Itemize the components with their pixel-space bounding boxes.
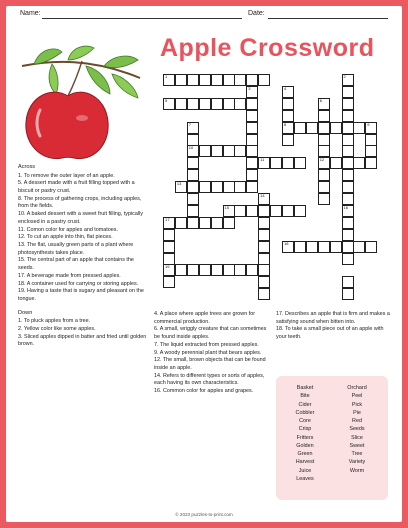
grid-cell[interactable] <box>175 264 187 276</box>
grid-cell[interactable] <box>342 98 354 110</box>
clue-text: 12. The small, brown objects that can be found inside an apple. <box>154 357 266 371</box>
grid-cell[interactable] <box>258 157 270 169</box>
grid-cell[interactable] <box>342 134 354 146</box>
clue-text: 1. To remove the outer layer of an apple. <box>18 172 115 179</box>
grid-cell[interactable] <box>365 145 377 157</box>
grid-cell[interactable] <box>294 157 306 169</box>
grid-cell[interactable] <box>353 122 365 134</box>
word-bank-item: Sweet <box>349 442 365 449</box>
clue-text: 15. The central part of an apple that contains the seeds. <box>18 257 134 272</box>
grid-cell[interactable] <box>234 205 246 217</box>
grid-cell[interactable] <box>330 241 342 253</box>
clue-number: 15 <box>224 204 229 210</box>
across-heading: Across <box>18 164 36 170</box>
grid-cell[interactable] <box>318 122 330 134</box>
clue-text: 18. To take a small piece out of an apple with your teeth. <box>276 326 384 340</box>
grid-cell[interactable] <box>318 193 330 205</box>
grid-cell[interactable] <box>199 264 211 276</box>
clue-number: 3 <box>248 85 251 91</box>
clue-number: 18 <box>284 240 289 246</box>
grid-cell[interactable] <box>258 217 270 229</box>
clue-text: 9. A woody perennial plant that bears apples. <box>154 349 262 356</box>
clue-number: 8 <box>284 121 287 127</box>
clue-text: 11. Comon color for apples and tomatoes. <box>18 226 118 233</box>
grid-cell[interactable] <box>163 98 175 110</box>
grid-cell[interactable] <box>246 98 258 110</box>
grid-cell[interactable] <box>246 122 258 134</box>
grid-cell[interactable] <box>163 217 175 229</box>
grid-cell[interactable] <box>294 122 306 134</box>
word-bank-column-2 <box>332 384 382 475</box>
grid-cell[interactable] <box>187 169 199 181</box>
down-clues-column-3 <box>276 311 392 342</box>
grid-cell[interactable] <box>342 241 354 253</box>
grid-cell[interactable] <box>246 169 258 181</box>
clue-number: 11 <box>260 157 265 163</box>
clue-number: 4 <box>284 85 287 91</box>
grid-cell[interactable] <box>223 98 235 110</box>
grid-cell[interactable] <box>365 122 377 134</box>
grid-cell[interactable] <box>342 193 354 205</box>
grid-cell[interactable] <box>234 98 246 110</box>
grid-cell[interactable] <box>270 205 282 217</box>
clue-text: 13. The flat, usually green parts of a plant where photosynthesis takes place. <box>18 242 134 256</box>
word-bank-item: Bite <box>300 393 310 400</box>
grid-cell[interactable] <box>258 264 270 276</box>
grid-cell[interactable] <box>342 157 354 169</box>
word-bank-item: Worm <box>349 467 365 474</box>
grid-cell[interactable] <box>294 241 306 253</box>
grid-cell[interactable] <box>163 241 175 253</box>
clue-text: 16. Common color for apples and grapes. <box>154 388 254 395</box>
clue-text: 1. To pluck apples from a tree. <box>18 318 91 325</box>
grid-cell[interactable] <box>223 74 235 86</box>
clue-number: 13 <box>176 181 182 187</box>
clue-text: 12. To cut an apple into thin, flat pieces. <box>18 234 113 241</box>
grid-cell[interactable] <box>342 181 354 193</box>
grid-cell[interactable] <box>211 217 223 229</box>
grid-cell[interactable] <box>330 157 342 169</box>
word-bank-item: Variety <box>348 459 366 466</box>
name-field[interactable] <box>42 18 242 19</box>
grid-cell[interactable] <box>163 229 175 241</box>
word-bank-item: Orchard <box>347 385 367 391</box>
clue-text: 4. A place where apple trees are grown for commercial production. <box>154 311 255 325</box>
clue-number: 12 <box>319 157 325 163</box>
word-bank <box>276 376 388 500</box>
grid-cell[interactable] <box>163 276 175 288</box>
grid-cell[interactable] <box>211 98 223 110</box>
word-bank-item: Fritters <box>296 434 314 441</box>
word-bank-item: Juice <box>298 467 312 474</box>
grid-cell[interactable] <box>318 110 330 122</box>
grid-cell[interactable] <box>223 145 235 157</box>
clue-number: 7 <box>188 121 192 127</box>
grid-cell[interactable] <box>306 241 318 253</box>
grid-cell[interactable] <box>258 276 270 288</box>
grid-cell[interactable] <box>365 157 377 169</box>
grid-cell[interactable] <box>246 74 258 86</box>
grid-cell[interactable] <box>199 181 211 193</box>
grid-cell[interactable] <box>282 86 294 98</box>
date-label: Date: <box>248 10 265 17</box>
clue-text: 3. Sliced apples dipped in batter and fried until golden brown. <box>18 333 147 348</box>
grid-cell[interactable] <box>246 264 258 276</box>
down-clues-column-2 <box>154 311 268 396</box>
word-bank-item: Tree <box>351 451 363 457</box>
word-bank-item: Slice <box>351 434 363 441</box>
grid-cell[interactable] <box>246 157 258 169</box>
grid-cell[interactable] <box>175 74 187 86</box>
word-bank-item: Leaves <box>296 475 314 482</box>
word-bank-item: Red <box>352 418 362 424</box>
grid-cell[interactable] <box>365 241 377 253</box>
grid-cell[interactable] <box>187 264 199 276</box>
clue-text: 18. A container used for carrying or storing apples. <box>18 280 139 287</box>
grid-cell[interactable] <box>342 110 354 122</box>
clue-text: 6. A small, wriggly creature that can sometimes be found inside apples. <box>154 326 267 340</box>
clue-number: 17 <box>165 216 170 222</box>
grid-cell[interactable] <box>187 157 199 169</box>
grid-cell[interactable] <box>258 205 270 217</box>
grid-cell[interactable] <box>270 157 282 169</box>
page-title: Apple Crossword <box>160 34 375 62</box>
grid-cell[interactable] <box>187 122 199 134</box>
clue-number: 16 <box>343 204 348 210</box>
grid-cell[interactable] <box>187 134 199 146</box>
grid-cell[interactable] <box>342 169 354 181</box>
grid-cell[interactable] <box>234 264 246 276</box>
grid-cell[interactable] <box>211 74 223 86</box>
grid-cell[interactable] <box>258 193 270 205</box>
word-bank-item: Green <box>297 451 313 457</box>
apple-branch-illustration <box>12 44 152 166</box>
grid-cell[interactable] <box>282 98 294 110</box>
grid-cell[interactable] <box>187 98 199 110</box>
clue-text: 8. The process of gathering crops, including apples, from the fields. <box>18 195 142 210</box>
grid-cell[interactable] <box>258 253 270 265</box>
grid-cell[interactable] <box>318 145 330 157</box>
grid-cell[interactable] <box>187 74 199 86</box>
grid-cell[interactable] <box>282 110 294 122</box>
clue-text: 5. A dessert made with a fruit filling topped with a biscuit or pastry crust. <box>18 180 135 194</box>
grid-cell[interactable] <box>258 229 270 241</box>
grid-cell[interactable] <box>342 253 354 265</box>
grid-cell[interactable] <box>199 217 211 229</box>
grid-cell[interactable] <box>342 122 354 134</box>
grid-cell[interactable] <box>282 122 294 134</box>
grid-cell[interactable] <box>163 253 175 265</box>
grid-cell[interactable] <box>223 217 235 229</box>
grid-cell[interactable] <box>306 122 318 134</box>
grid-cell[interactable] <box>342 205 354 217</box>
grid-cell[interactable] <box>246 145 258 157</box>
grid-cell[interactable] <box>246 110 258 122</box>
grid-cell[interactable] <box>342 145 354 157</box>
grid-cell[interactable] <box>187 193 199 205</box>
clue-number: 10 <box>188 145 194 151</box>
name-label: Name: <box>20 10 41 17</box>
clue-text: 7. The liquid extracted from pressed apples. <box>154 341 259 348</box>
grid-cell[interactable] <box>163 264 175 276</box>
grid-cell[interactable] <box>223 181 235 193</box>
word-bank-item: Core <box>299 418 311 424</box>
grid-cell[interactable] <box>342 229 354 241</box>
grid-cell[interactable] <box>246 205 258 217</box>
grid-cell[interactable] <box>175 181 187 193</box>
down-heading: Down <box>18 309 33 316</box>
grid-cell[interactable] <box>234 74 246 86</box>
name-date-row <box>20 10 390 24</box>
word-bank-item: Pick <box>351 401 363 408</box>
grid-cell[interactable] <box>330 122 342 134</box>
word-bank-item: Golden <box>296 442 314 449</box>
clue-number: 2 <box>343 74 346 79</box>
clue-text: 10. A baked dessert with a sweet fruit filling, typically enclosed in a pastry crust. <box>18 211 143 225</box>
grid-cell[interactable] <box>318 157 330 169</box>
clue-text: 2. Yellow color like some apples. <box>18 325 96 332</box>
grid-cell[interactable] <box>282 205 294 217</box>
clue-number: 5 <box>165 97 168 103</box>
clue-text: 17. A beverage made from pressed apples. <box>18 272 121 279</box>
word-bank-item: Cider <box>298 401 312 408</box>
grid-cell[interactable] <box>282 157 294 169</box>
clue-number: 6 <box>319 97 322 103</box>
grid-cell[interactable] <box>294 205 306 217</box>
copyright-footer: © 2023 puzzles-to-print.com <box>175 512 233 517</box>
grid-cell[interactable] <box>318 134 330 146</box>
grid-cell[interactable] <box>187 205 199 217</box>
grid-cell[interactable] <box>318 241 330 253</box>
grid-cell[interactable] <box>246 181 258 193</box>
grid-cell[interactable] <box>187 217 199 229</box>
grid-cell[interactable] <box>342 86 354 98</box>
word-bank-item: Pie <box>353 409 361 416</box>
grid-cell[interactable] <box>342 217 354 229</box>
clue-number: 9 <box>367 121 370 127</box>
word-bank-item: Peel <box>351 393 363 400</box>
clue-number: 19 <box>165 264 170 270</box>
grid-cell[interactable] <box>234 145 246 157</box>
grid-cell[interactable] <box>258 74 270 86</box>
grid-cell[interactable] <box>318 98 330 110</box>
grid-cell[interactable] <box>258 241 270 253</box>
grid-cell[interactable] <box>199 98 211 110</box>
grid-cell[interactable] <box>211 145 223 157</box>
grid-cell[interactable] <box>211 264 223 276</box>
grid-cell[interactable] <box>282 241 294 253</box>
word-bank-item: Basket <box>296 385 314 391</box>
grid-cell[interactable] <box>211 181 223 193</box>
grid-cell[interactable] <box>318 169 330 181</box>
grid-cell[interactable] <box>175 217 187 229</box>
grid-cell[interactable] <box>223 264 235 276</box>
grid-cell[interactable] <box>163 74 175 86</box>
grid-cell[interactable] <box>175 98 187 110</box>
grid-cell[interactable] <box>199 145 211 157</box>
clue-text: 14. Refers to different types or sorts of apples, each having its own characteristics. <box>154 372 265 387</box>
clue-number: 1 <box>165 74 168 79</box>
across-clues <box>18 164 148 349</box>
grid-cell[interactable] <box>258 288 270 300</box>
word-bank-column-1 <box>280 384 330 483</box>
grid-cell[interactable] <box>187 181 199 193</box>
grid-cell[interactable] <box>223 205 235 217</box>
grid-cell[interactable] <box>199 74 211 86</box>
grid-cell[interactable] <box>318 181 330 193</box>
grid-cell[interactable] <box>246 86 258 98</box>
grid-cell[interactable] <box>187 145 199 157</box>
grid-cell[interactable] <box>353 241 365 253</box>
word-bank-item: Seeds <box>349 426 365 433</box>
word-bank-item: Crisp <box>298 426 312 433</box>
clue-text: 17. Describes an apple that is firm and makes a satisfying sound when bitten into. <box>276 311 390 325</box>
word-bank-item: Harvest <box>295 459 315 466</box>
grid-cell[interactable] <box>342 276 354 288</box>
grid-cell[interactable] <box>282 134 294 146</box>
date-field[interactable] <box>268 18 388 19</box>
grid-cell[interactable] <box>342 288 354 300</box>
grid-cell[interactable] <box>246 134 258 146</box>
grid-cell[interactable] <box>353 157 365 169</box>
grid-cell[interactable] <box>365 134 377 146</box>
word-bank-item: Cobbler <box>295 409 315 416</box>
clue-text: 19. Having a taste that is sugary and pleasant on the tongue. <box>18 288 144 302</box>
clue-number: 14 <box>260 193 265 198</box>
grid-cell[interactable] <box>234 181 246 193</box>
grid-cell[interactable] <box>342 74 354 86</box>
